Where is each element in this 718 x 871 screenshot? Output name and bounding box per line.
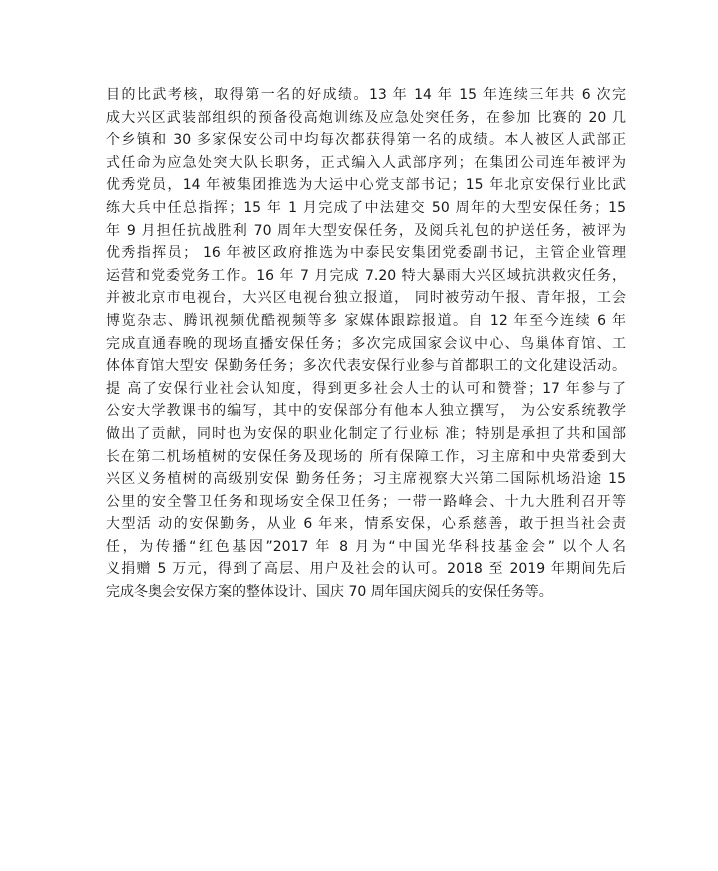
text-line: 练大兵中任总指挥；15 年 1 月完成了中法建交 50 周年的大型安保任务；15 [106,199,626,216]
text-line: 公里的安全警卫任务和现场安全保卫任务；一带一路峰会、十九大胜利召开等 [106,493,626,510]
text-line: 运营和党委党务工作。16 年 7 月完成 7.20 特大暴雨大兴区域抗洪救灾任务， [106,267,626,284]
text-line: 完成直通春晚的现场直播安保任务；多次完成国家会议中心、鸟巢体育馆、工 [106,335,626,352]
text-line: 任，为传播“红色基因”2017 年 8 月为“中国光华科技基金会” 以个人名 [106,538,626,555]
text-line: 优秀指挥员； 16 年被区政府推选为中泰民安集团党委副书记，主管企业管理 [106,245,626,262]
text-line: 成大兴区武装部组织的预备役高炮训练及应急处突任务，在参加 比赛的 20 几 [106,109,626,126]
text-line: 做出了贡献，同时也为安保的职业化制定了行业标 准；特别是承担了共和国部 [106,425,626,442]
text-line: 兴区义务植树的高级别安保 勤务任务；习主席视察大兴第二国际机场沿途 15 [106,471,626,488]
text-line: 义捐赠 5 万元，得到了高层、用户及社会的认可。2018 至 2019 年期间先后 [106,561,626,578]
text-line: 博览杂志、腾讯视频优酷视频等多 家媒体跟踪报道。自 12 年至今连续 6 年 [106,312,626,329]
text-line: 公安大学教课书的编写，其中的安保部分有他本人独立撰写， 为公安系统教学 [106,403,626,420]
text-line: 优秀党员，14 年被集团推选为大运中心党支部书记；15 年北京安保行业比武 [106,177,626,194]
text-line: 个乡镇和 30 多家保安公司中均每次都获得第一名的成绩。本人被区人武部正 [106,132,626,149]
text-line: 体体育馆大型安 保勤务任务；多次代表安保行业参与首都职工的文化建设活动。 [106,358,626,375]
text-line: 目的比武考核，取得第一名的好成绩。13 年 14 年 15 年连续三年共 6 次完 [106,87,626,103]
text-line: 大型活 动的安保勤务，从业 6 年来，情系安保，心系慈善，敢于担当社会责 [106,516,626,533]
text-line: 式任命为应急处突大队长职务，正式编入人武部序列；在集团公司连年被评为 [106,154,626,171]
text-line: 年 9 月担任抗战胜利 70 周年大型安保任务，及阅兵礼包的护送任务，被评为 [106,222,626,239]
text-line: 提 高了安保行业社会认知度，得到更多社会人士的认可和赞誉；17 年参与了 [106,380,626,397]
body-paragraph [106,84,626,604]
text-line: 并被北京市电视台，大兴区电视台独立报道， 同时被劳动午报、青年报，工会 [106,290,626,307]
text-line: 长在第二机场植树的安保任务及现场的 所有保障工作，习主席和中央常委到大 [106,448,626,465]
text-line: 完成冬奥会安保方案的整体设计、国庆 70 周年国庆阅兵的安保任务等。 [106,584,553,601]
